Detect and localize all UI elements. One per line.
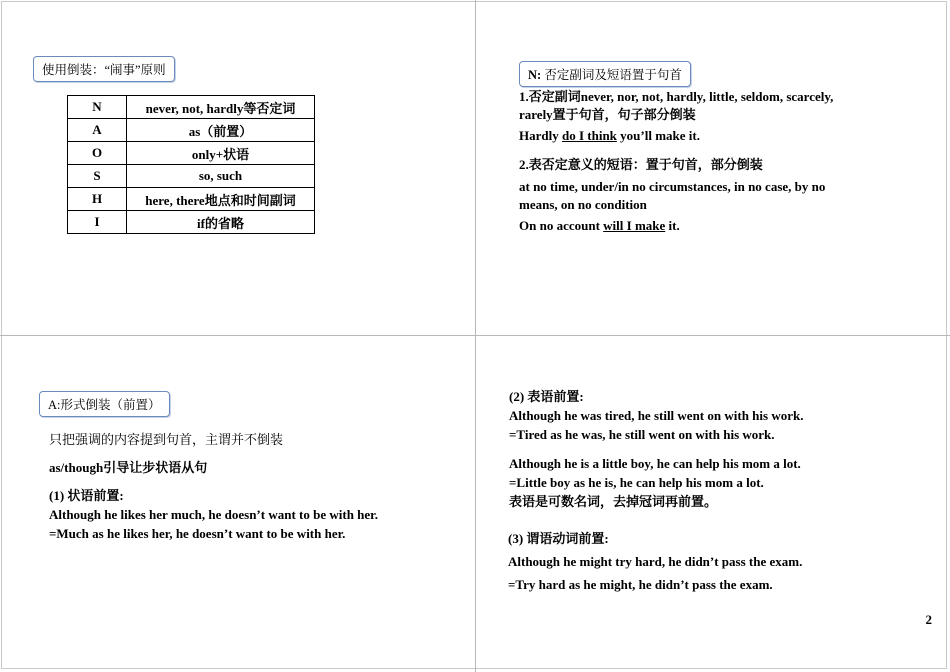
slide3-line2: as/though引导让步状语从句 bbox=[49, 460, 208, 475]
slide2-point2: 2.表否定意义的短语：置于句首，部分倒装 bbox=[519, 157, 763, 172]
rule-row bbox=[68, 165, 315, 188]
slide4-example5: Although he might try hard, he didn’t pass the exam. bbox=[508, 554, 803, 569]
slide2-example1-underline: do I think bbox=[561, 128, 617, 143]
slide2-example1-post: you’ll make it. bbox=[616, 128, 700, 143]
slide3-example2: =Much as he likes her, he doesn’t want to be with her. bbox=[49, 526, 346, 541]
slide4-note: 表语是可数名词，去掉冠词再前置。 bbox=[509, 494, 718, 509]
rule-value: if的省略 bbox=[127, 211, 315, 234]
page-number: 2 bbox=[925, 612, 932, 627]
slide4-example3: Although he is a little boy, he can help his mom a lot. bbox=[509, 456, 801, 471]
rule-key: S bbox=[68, 165, 127, 188]
slide2-example1-pre: Hardly bbox=[519, 128, 562, 143]
slide4-example2: =Tired as he was, he still went on with his work. bbox=[509, 427, 775, 442]
slide2-title-letter: N: bbox=[528, 68, 542, 82]
rule-key: O bbox=[68, 142, 127, 165]
slide3-subheading: (1) 状语前置: bbox=[49, 488, 124, 503]
slide4-example1: Although he was tired, he still went on with his work. bbox=[509, 408, 804, 423]
rule-row bbox=[68, 96, 315, 119]
slide2-example2 bbox=[519, 217, 680, 235]
rule-value: as（前置） bbox=[127, 119, 315, 142]
rule-value: here, there地点和时间副词 bbox=[127, 188, 315, 211]
rule-key: H bbox=[68, 188, 127, 211]
horizontal-divider bbox=[0, 335, 950, 336]
slide2-example1 bbox=[519, 127, 700, 145]
vertical-divider bbox=[475, 0, 476, 672]
slide4-example6: =Try hard as he might, he didn’t pass the exam. bbox=[508, 577, 773, 592]
rule-row bbox=[68, 211, 315, 234]
naoshi-rules-table bbox=[67, 95, 315, 234]
slide2-title-rest: 否定副词及短语置于句首 bbox=[541, 68, 682, 82]
slide2-phrases: at no time, under/in no circumstances, in no case, by no means, on no condition bbox=[519, 179, 826, 212]
slide2-example2-pre: On no account bbox=[519, 218, 604, 233]
rule-value: never, not, hardly等否定词 bbox=[127, 96, 315, 119]
slide2-point1: 1.否定副词never, nor, not, hardly, little, seldom, scarcely, rarely置于句首，句子部分倒装 bbox=[519, 89, 834, 122]
slide2-example2-post: it. bbox=[665, 218, 680, 233]
rule-value: so, such bbox=[127, 165, 315, 188]
slide3-title: A:形式倒装（前置） bbox=[39, 391, 170, 417]
rule-row bbox=[68, 188, 315, 211]
rule-row bbox=[68, 142, 315, 165]
slide4-subheading2: (3) 谓语动词前置: bbox=[508, 531, 609, 546]
slide4-subheading1: (2) 表语前置: bbox=[509, 389, 584, 404]
rule-key: I bbox=[68, 211, 127, 234]
rule-key: A bbox=[68, 119, 127, 142]
rule-key: N bbox=[68, 96, 127, 119]
rule-value: only+状语 bbox=[127, 142, 315, 165]
slide1-title: 使用倒装：“闹事”原则 bbox=[33, 56, 175, 82]
slide3-example1: Although he likes her much, he doesn’t want to be with her. bbox=[49, 507, 379, 522]
slide2-title bbox=[519, 61, 691, 87]
slide4-example4: =Little boy as he is, he can help his mom a lot. bbox=[509, 475, 764, 490]
slide3-line1: 只把强调的内容提到句首，主谓并不倒装 bbox=[49, 432, 284, 447]
slide2-example2-underline: will I make bbox=[603, 218, 666, 233]
rule-row bbox=[68, 119, 315, 142]
